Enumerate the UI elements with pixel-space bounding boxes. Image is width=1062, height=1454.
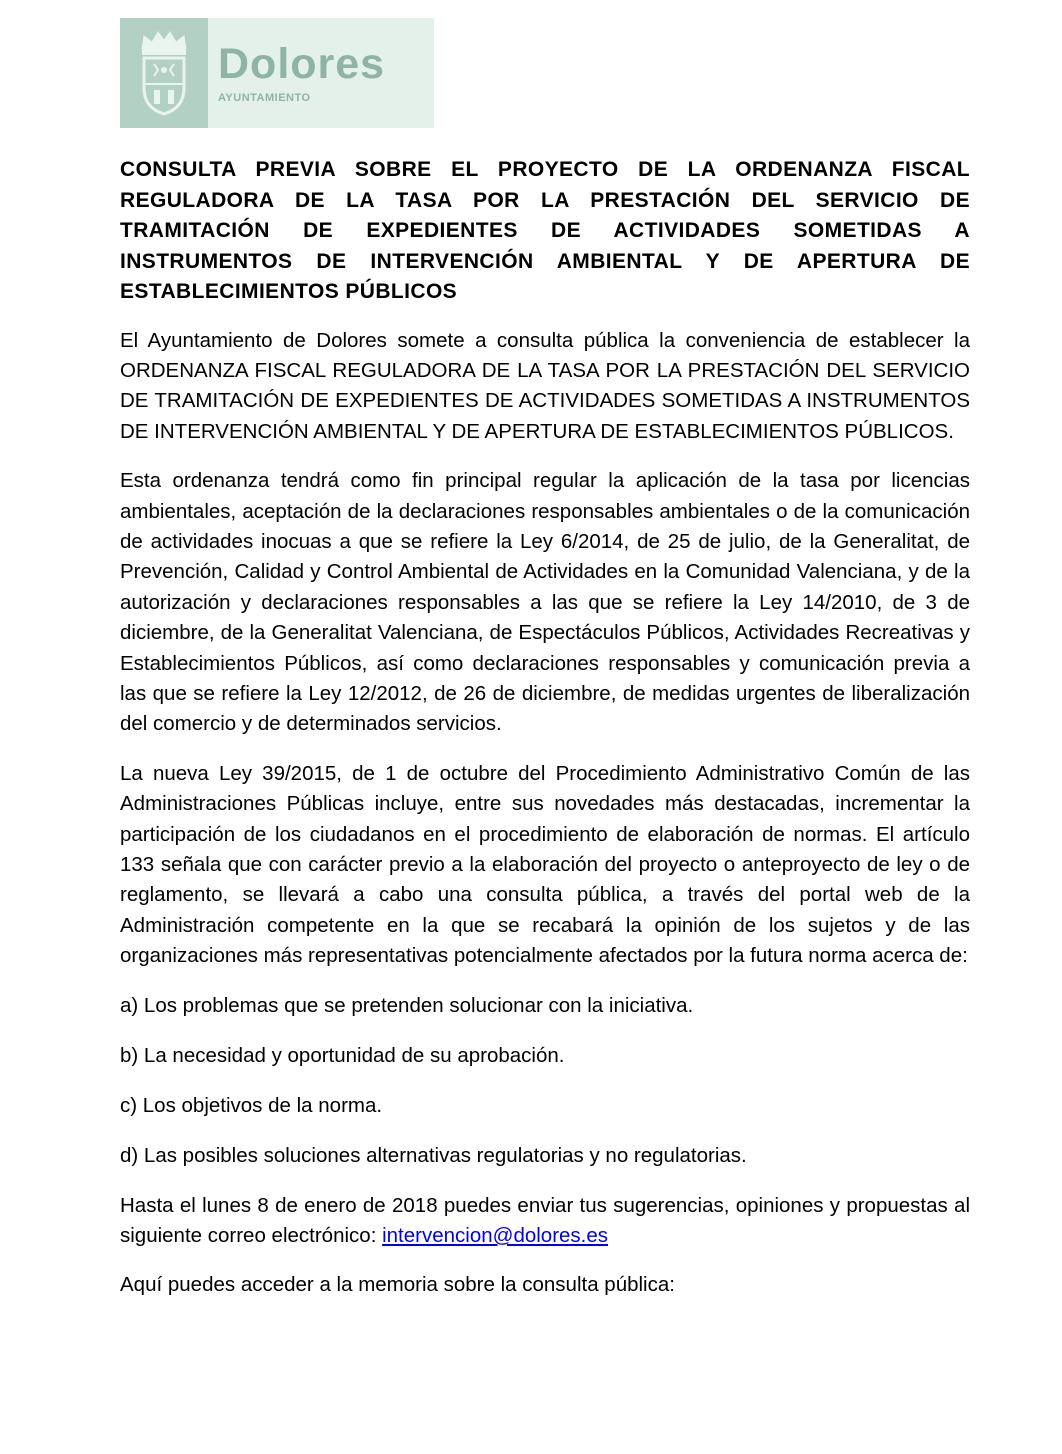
paragraph-deadline — [120, 1191, 970, 1252]
logo-name: Dolores — [218, 39, 386, 88]
logo-subtitle: AYUNTAMIENTO — [218, 91, 311, 104]
list-item: d) Las posibles soluciones alternativas regulatorias y no regulatorias. — [120, 1143, 747, 1167]
email-link[interactable]: intervencion@dolores.es — [382, 1224, 609, 1248]
document-title: CONSULTA PREVIA SOBRE EL PROYECTO DE LA ORDENANZA FISCAL REGULADORA DE LA TASA POR LA PRESTACIÓN DEL SERVICIO DE TRAMITACIÓN DE EXPEDIENTES DE ACTIVIDADES SOMETIDAS A INSTRUMENTOS DE INTERVENCIÓN AMBIENTAL Y DE APERTURA DE ESTABLECIMIENTOS PÚBLICOS — [120, 158, 970, 303]
deadline-text: Hasta el lunes 8 de enero de 2018 puedes enviar tus sugerencias, opiniones y propuestas al siguiente correo electrónico: — [120, 1193, 970, 1248]
paragraph-purpose: Esta ordenanza tendrá como fin principal regular la aplicación de la tasa por licencias ambientales, aceptación de la declaraciones responsables ambientales o de la comunicación de actividades inocuas a que se refiere la Ley 6/2014, de 25 de julio, de la Generalitat, de Prevención, Calidad y Control Ambiental de Actividades en la Comunidad Valenciana, y de la autorización y declaraciones responsables a las que se refiere la Ley 14/2010, de 3 de diciembre, de la Generalitat Valenciana, de Espectáculos Públicos, Actividades Recreativas y Establecimientos Públicos, así como declaraciones responsables y comunicación previa a las que se refiere la Ley 12/2012, de 26 de diciembre, de medidas urgentes de liberalización del comercio y de determinados servicios. — [120, 469, 970, 736]
paragraph-law: La nueva Ley 39/2015, de 1 de octubre del Procedimiento Administrativo Común de las Administraciones Públicas incluye, entre sus novedades más destacadas, incrementar la participación de los ciudadanos en el procedimiento de elaboración de normas. El artículo 133 señala que con carácter previo a la elaboración del proyecto o anteproyecto de ley o de reglamento, se llevará a cabo una consulta pública, a través del portal web de la Administración competente en la que se recabará la opinión de los sujetos y de las organizaciones más representativas potencialmente afectados por la futura norma acerca de: — [120, 761, 970, 968]
list-item: b) La necesidad y oportunidad de su aprobación. — [120, 1043, 565, 1067]
coat-of-arms-icon — [120, 18, 208, 128]
list-item: a) Los problemas que se pretenden solucionar con la iniciativa. — [120, 993, 694, 1017]
list-item: c) Los objetivos de la norma. — [120, 1093, 383, 1117]
document-body — [120, 155, 970, 1320]
paragraph-closing: Aquí puedes acceder a la memoria sobre la consulta pública: — [120, 1273, 675, 1297]
paragraph-intro: El Ayuntamiento de Dolores somete a consulta pública la conveniencia de establecer la ORDENANZA FISCAL REGULADORA DE LA TASA POR LA PRESTACIÓN DEL SERVICIO DE TRAMITACIÓN DE EXPEDIENTES DE ACTIVIDADES SOMETIDAS A INSTRUMENTOS DE INTERVENCIÓN AMBIENTAL Y DE APERTURA DE ESTABLECIMIENTOS PÚBLICOS. — [120, 328, 970, 443]
logo-text — [218, 39, 386, 104]
dolores-logo — [120, 18, 434, 128]
